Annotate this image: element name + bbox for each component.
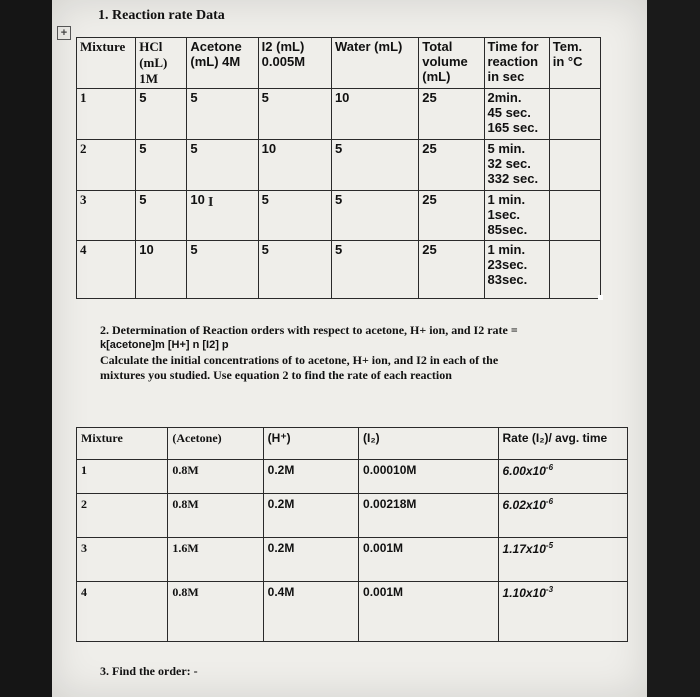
rate-exponent: -5 bbox=[545, 541, 554, 550]
cell-time bbox=[484, 89, 549, 140]
resize-handle[interactable] bbox=[598, 295, 603, 300]
cell-hcl: 10 bbox=[136, 241, 187, 299]
cell-rate bbox=[498, 460, 627, 494]
cell-total: 25 bbox=[419, 89, 484, 140]
col-header-mixture: Mixture bbox=[77, 428, 168, 460]
text-cursor-icon: I bbox=[208, 195, 214, 210]
cell-time bbox=[484, 241, 549, 299]
cell-total: 25 bbox=[419, 241, 484, 299]
cell-mixture: 4 bbox=[77, 241, 136, 299]
cell-rate bbox=[498, 494, 627, 538]
cell-hcl: 5 bbox=[136, 140, 187, 191]
section-2-line: Calculate the initial concentrations of to acetone, H+ ion, and I2 in each of the bbox=[100, 353, 499, 367]
cell-acetone: 0.8M bbox=[168, 494, 263, 538]
rate-equation: k[acetone]m [H+] n [I2] p bbox=[100, 339, 229, 351]
cell-h: 0.2M bbox=[263, 460, 358, 494]
cell-mixture: 3 bbox=[77, 538, 168, 582]
section-2-text bbox=[100, 323, 570, 383]
cell-acetone: 0.8M bbox=[168, 460, 263, 494]
cell-acetone: 5 bbox=[187, 241, 258, 299]
cell-total: 25 bbox=[419, 140, 484, 191]
rate-exponent: -3 bbox=[545, 585, 554, 594]
col-header-acetone: Acetone (mL) 4M bbox=[187, 38, 258, 89]
table-row bbox=[77, 140, 601, 191]
table-row bbox=[77, 538, 628, 582]
col-header-i2: I2 (mL) 0.005M bbox=[258, 38, 331, 89]
cell-water: 10 bbox=[331, 89, 418, 140]
time-line: 32 sec. bbox=[487, 156, 531, 171]
rate-value: 1.17x10 bbox=[502, 542, 546, 556]
cell-acetone: 10 bbox=[187, 191, 258, 241]
cell-temp[interactable] bbox=[549, 140, 600, 191]
cell-h: 0.2M bbox=[263, 494, 358, 538]
time-line: 5 min. bbox=[487, 141, 526, 156]
col-header-mixture: Mixture bbox=[77, 38, 136, 89]
cell-i2: 0.001M bbox=[359, 582, 499, 642]
cell-i2: 10 bbox=[258, 140, 331, 191]
time-line: 165 sec. bbox=[487, 120, 539, 135]
cell-time bbox=[484, 191, 549, 241]
rate-value: 6.02x10 bbox=[502, 498, 546, 512]
section-3-heading: 3. Find the order: - bbox=[100, 664, 198, 678]
concentration-table bbox=[76, 427, 628, 642]
cell-i2: 5 bbox=[258, 89, 331, 140]
cell-acetone: 0.8M bbox=[168, 582, 263, 642]
col-header-total-volume: Total volume (mL) bbox=[419, 38, 484, 89]
cell-mixture: 2 bbox=[77, 494, 168, 538]
time-line: 1 min. bbox=[487, 242, 526, 257]
time-line: 1sec. bbox=[487, 207, 521, 222]
cell-rate bbox=[498, 582, 627, 642]
section-2-line: 2. Determination of Reaction orders with respect to acetone, H+ ion, and I2 rate = bbox=[100, 323, 518, 337]
cell-mixture: 1 bbox=[77, 460, 168, 494]
col-header-temp: Tem. in °C bbox=[549, 38, 600, 89]
cell-i2: 5 bbox=[258, 191, 331, 241]
cell-i2: 0.00010M bbox=[359, 460, 499, 494]
move-handle-icon[interactable]: + bbox=[57, 26, 71, 40]
time-line: 45 sec. bbox=[487, 105, 531, 120]
cell-i2: 0.001M bbox=[359, 538, 499, 582]
table-row bbox=[77, 191, 601, 241]
table-row bbox=[77, 460, 628, 494]
cell-water: 5 bbox=[331, 241, 418, 299]
time-line: 2min. bbox=[487, 90, 522, 105]
cell-i2: 0.00218M bbox=[359, 494, 499, 538]
col-header-i2: (I₂) bbox=[359, 428, 499, 460]
rate-exponent: -6 bbox=[545, 463, 554, 472]
cell-h: 0.4M bbox=[263, 582, 358, 642]
time-line: 332 sec. bbox=[487, 171, 539, 186]
col-header-time: Time for reaction in sec bbox=[484, 38, 549, 89]
cell-total: 25 bbox=[419, 191, 484, 241]
table-row bbox=[77, 582, 628, 642]
rate-value: 6.00x10 bbox=[502, 464, 546, 478]
col-header-rate: Rate (I₂)/ avg. time bbox=[498, 428, 627, 460]
col-header-acetone: (Acetone) bbox=[168, 428, 263, 460]
cell-mixture: 1 bbox=[77, 89, 136, 140]
cell-hcl: 5 bbox=[136, 89, 187, 140]
cell-mixture: 3 bbox=[77, 191, 136, 241]
table-row bbox=[77, 241, 601, 299]
background-right bbox=[647, 0, 700, 697]
rate-exponent: -6 bbox=[545, 497, 554, 506]
rate-value: 1.10x10 bbox=[502, 586, 546, 600]
cell-hcl: 5 bbox=[136, 191, 187, 241]
cell-water: 5 bbox=[331, 140, 418, 191]
time-line: 1 min. bbox=[487, 192, 526, 207]
background-left bbox=[0, 0, 52, 697]
cell-temp[interactable] bbox=[549, 241, 600, 299]
section-1-heading: 1. Reaction rate Data bbox=[98, 8, 225, 23]
cell-acetone: 5 bbox=[187, 140, 258, 191]
section-2-line: mixtures you studied. Use equation 2 to find the rate of each reaction bbox=[100, 368, 452, 382]
table-row bbox=[77, 494, 628, 538]
cell-acetone: 5 bbox=[187, 89, 258, 140]
time-line: 85sec. bbox=[487, 222, 528, 237]
cell-mixture: 4 bbox=[77, 582, 168, 642]
cell-water: 5 bbox=[331, 191, 418, 241]
table-row bbox=[77, 89, 601, 140]
cell-h: 0.2M bbox=[263, 538, 358, 582]
col-header-h: (H⁺) bbox=[263, 428, 358, 460]
time-line: 23sec. bbox=[487, 257, 528, 272]
cell-acetone: 1.6M bbox=[168, 538, 263, 582]
reaction-rate-table bbox=[76, 37, 601, 299]
cell-mixture: 2 bbox=[77, 140, 136, 191]
time-line: 83sec. bbox=[487, 272, 528, 287]
cell-rate bbox=[498, 538, 627, 582]
cell-time bbox=[484, 140, 549, 191]
col-header-hcl: HCl (mL) 1M bbox=[136, 38, 187, 89]
cell-temp[interactable] bbox=[549, 191, 600, 241]
cell-i2: 5 bbox=[258, 241, 331, 299]
col-header-water: Water (mL) bbox=[331, 38, 418, 89]
cell-temp[interactable] bbox=[549, 89, 600, 140]
